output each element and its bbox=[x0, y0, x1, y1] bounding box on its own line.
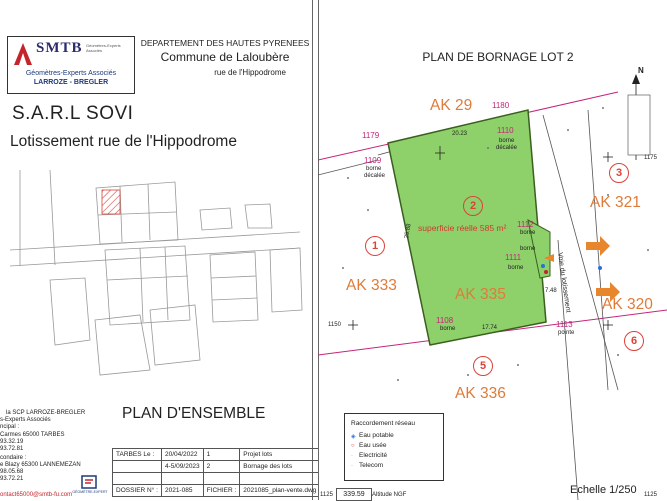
contact-line: la SCP LARROZE-BREGLER bbox=[6, 410, 86, 416]
point-label: 1109 bbox=[364, 156, 382, 165]
borne-note: pointe bbox=[558, 330, 575, 336]
altitude-box: 339.59 bbox=[336, 488, 372, 501]
dimension-label: 17.74 bbox=[482, 325, 498, 331]
revision-row bbox=[113, 449, 320, 461]
site-overview-map bbox=[10, 170, 310, 400]
borne-note: borne bbox=[366, 166, 382, 172]
contact-email: ontact65000@smtb-fu.com bbox=[0, 492, 73, 498]
revision-table bbox=[112, 448, 320, 497]
grid-coordinate: 1125 bbox=[644, 492, 657, 498]
network-legend bbox=[344, 413, 444, 481]
borne-note: borne bbox=[440, 326, 456, 332]
revision-cell bbox=[203, 473, 240, 485]
scale-label: Echelle 1/250 bbox=[570, 484, 637, 496]
grid-coordinate: 1150 bbox=[328, 322, 341, 328]
point-label: 1112 bbox=[517, 220, 534, 229]
surface-label: superficie réelle 585 m² bbox=[418, 223, 507, 233]
logo-brand: SMTB bbox=[36, 40, 83, 56]
revision-row bbox=[113, 485, 320, 497]
contact-line: 93.72.21 bbox=[0, 476, 24, 482]
legend-item: Eau usée bbox=[359, 442, 387, 449]
revision-cell: Projet lots bbox=[240, 449, 320, 461]
water-valve-icon: ◈ bbox=[351, 434, 356, 440]
telecom-icon: · bbox=[351, 463, 353, 469]
borne-note: décalée bbox=[496, 145, 518, 151]
sheet-title: PLAN D'ENSEMBLE bbox=[122, 405, 266, 422]
contact-line: condaire : bbox=[0, 455, 27, 461]
contact-line: ncipal : bbox=[0, 424, 20, 430]
legend-item: Electricité bbox=[359, 452, 388, 459]
plan-title: PLAN DE BORNAGE LOT 2 bbox=[422, 50, 574, 64]
contact-line: s-Experts Associés bbox=[0, 417, 51, 423]
logo-company-line2: LARROZE - BREGLER bbox=[33, 79, 109, 86]
client-name: S.A.R.L SOVI bbox=[12, 103, 134, 124]
borne-note: borne bbox=[499, 138, 515, 144]
point-label: 1180 bbox=[492, 101, 510, 110]
borne-note: borne bbox=[508, 265, 524, 271]
grid-coordinate: 1125 bbox=[320, 492, 333, 498]
revision-cell: TARBES Le : bbox=[113, 449, 162, 461]
logo-company-line1: Géomètres-Experts Associés bbox=[25, 70, 117, 77]
point-label: 1179 bbox=[362, 131, 380, 140]
department-title: DEPARTEMENT DES HAUTES PYRENEES bbox=[140, 38, 310, 48]
revision-cell bbox=[161, 473, 203, 485]
revision-cell: 4-5/09/2023 bbox=[161, 461, 203, 473]
parcel-label: AK 29 bbox=[430, 97, 473, 114]
legend-title: Raccordement réseau bbox=[351, 420, 415, 427]
commune-title: Commune de Laloubère bbox=[160, 50, 290, 64]
revision-cell: 2021085_plan-vente.dwg bbox=[240, 485, 320, 497]
altitude-label: Altitude NGF bbox=[372, 492, 407, 498]
contact-line: 98.05.68 bbox=[0, 469, 24, 475]
revision-cell: 1 bbox=[203, 449, 240, 461]
logo-emblem-icon bbox=[12, 41, 34, 67]
parcel-number-circle: 5 bbox=[473, 356, 493, 376]
legend-item: Eau potable bbox=[359, 432, 394, 439]
geometre-expert-logo-text: GÉOMÈTRE-EXPERT bbox=[72, 490, 108, 494]
legend-item: Telecom bbox=[359, 462, 384, 469]
revision-cell bbox=[240, 473, 320, 485]
point-label: 1111 bbox=[505, 253, 522, 262]
contact-line: e Blazy 65300 LANNEMEZAN bbox=[0, 462, 81, 468]
borne-note: décalée bbox=[364, 173, 386, 179]
borne-note: borne bbox=[520, 246, 536, 252]
revision-row bbox=[113, 461, 320, 473]
dimension-label: 20.23 bbox=[452, 131, 468, 137]
point-label: 1108 bbox=[436, 316, 454, 325]
contact-line: Carmes 65000 TARBES bbox=[0, 432, 65, 438]
revision-cell: Bornage des lots bbox=[240, 461, 320, 473]
parcel-label: AK 320 bbox=[602, 296, 653, 313]
revision-cell: 2 bbox=[203, 461, 240, 473]
road-label: Voie du lotissement bbox=[556, 252, 572, 314]
revision-cell: 20/04/2022 bbox=[161, 449, 203, 461]
revision-cell: FICHIER : bbox=[203, 485, 240, 497]
plan-ensemble-panel bbox=[0, 0, 317, 500]
revision-row bbox=[113, 473, 320, 485]
revision-cell bbox=[113, 461, 162, 473]
revision-cell bbox=[113, 473, 162, 485]
electricity-icon: · bbox=[351, 453, 353, 459]
sewer-icon: ○ bbox=[351, 443, 355, 449]
borne-note: borne bbox=[520, 230, 536, 236]
contact-line: 93.72.81 bbox=[0, 446, 24, 452]
parcel-label: AK 335 bbox=[455, 286, 506, 303]
revision-cell: DOSSIER N° : bbox=[113, 485, 162, 497]
dimension-label: 25.88 bbox=[404, 223, 413, 240]
parcel-number-circle: 1 bbox=[365, 236, 385, 256]
revision-cell: 2021-085 bbox=[161, 485, 203, 497]
point-label: 1110 bbox=[497, 126, 514, 135]
point-label: 1113 bbox=[556, 320, 573, 329]
north-label: N bbox=[638, 66, 644, 75]
parcel-number-circle: 6 bbox=[624, 331, 644, 351]
company-logo bbox=[7, 36, 135, 94]
logo-brand-sub: Géomètres-Experts Associés bbox=[86, 43, 121, 53]
parcel-label: AK 321 bbox=[590, 194, 641, 211]
parcel-label: AK 336 bbox=[455, 385, 506, 402]
street-name: rue de l'Hippodrome bbox=[214, 68, 286, 77]
grid-coordinate: 1175 bbox=[644, 155, 657, 161]
parcel-label: AK 333 bbox=[346, 277, 397, 294]
dimension-label: 7.48 bbox=[545, 288, 557, 294]
project-title: Lotissement rue de l'Hippodrome bbox=[10, 133, 237, 150]
contact-line: 93.32.19 bbox=[0, 439, 24, 445]
lot-number-circle: 2 bbox=[463, 196, 483, 216]
parcel-number-circle: 3 bbox=[609, 163, 629, 183]
